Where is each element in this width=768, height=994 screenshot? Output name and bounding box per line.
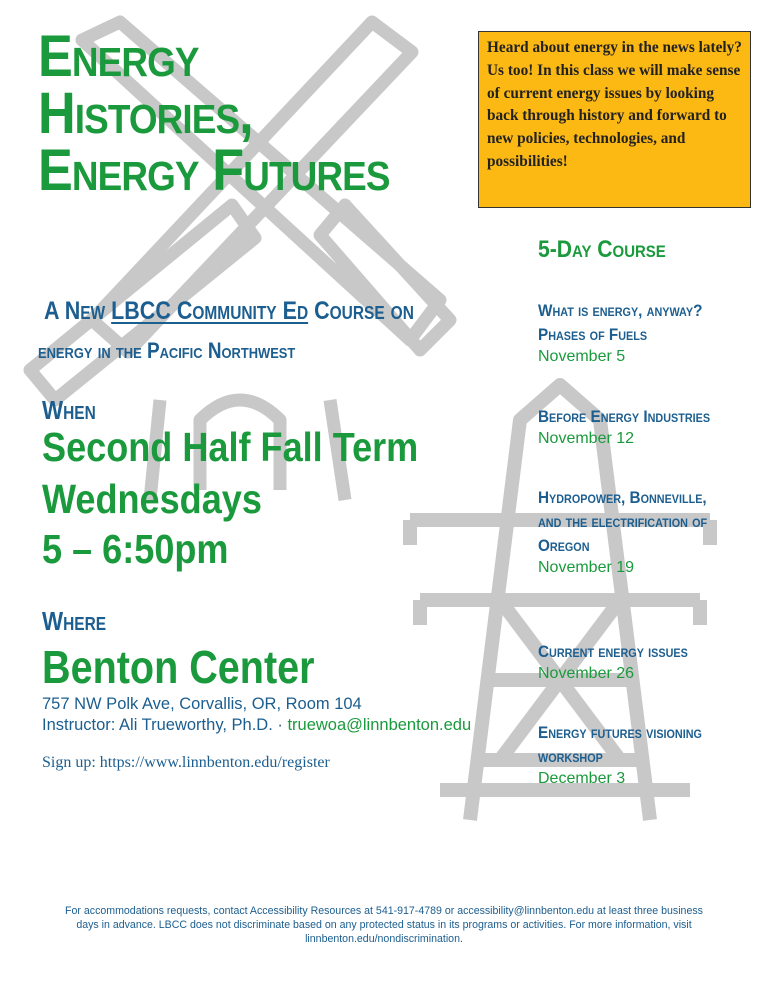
title-line-1: Energy (38, 24, 199, 89)
subtitle-lbcc: LBCC Community Ed (111, 297, 309, 325)
title-line-3: Energy Futures (38, 138, 390, 203)
signup-link[interactable]: Sign up: https://www.linnbenton.edu/register (42, 754, 330, 771)
session-title: workshop (538, 747, 603, 766)
subtitle (44, 297, 414, 326)
session-title: and the electrification of (538, 512, 708, 531)
where-heading: Where (42, 606, 107, 636)
footer-disclaimer: For accommodations requests, contact Accessibility Resources at 541-917-4789 or accessibility@linnbenton.edu at least three business days in advance. LBCC does not discriminate based on any protected status in its programs or activities. For more information, visit linnbenton.edu/nondiscrimination. (65, 905, 703, 945)
subtitle-line-2: energy in the Pacific Northwest (38, 338, 296, 363)
callout-box: Heard about energy in the news lately? Us too! In this class we will make sense of current energy issues by looking back through history and forward to new policies, technologies, and possibilities! (478, 31, 751, 208)
instructor-email-link[interactable]: truewoa@linnbenton.edu (287, 716, 472, 734)
page-title (38, 24, 508, 203)
instructor-name: Instructor: Ali Trueworthy, Ph.D. · (42, 716, 288, 734)
session-3 (538, 486, 753, 578)
when-time: 5 – 6:50pm (42, 526, 229, 572)
session-2 (538, 405, 753, 449)
when-heading: When (42, 395, 96, 425)
address: 757 NW Polk Ave, Corvallis, OR, Room 104 (42, 695, 362, 713)
session-title: Hydropower, Bonneville, (538, 488, 707, 507)
session-title: Before Energy Industries (538, 407, 711, 426)
when-term: Second Half Fall Term (42, 424, 419, 470)
session-title: What is energy, anyway? (538, 301, 703, 320)
session-date: December 3 (538, 770, 626, 787)
session-title: Oregon (538, 536, 590, 555)
title-line-2: Histories, (38, 81, 253, 146)
where-location: Benton Center (42, 641, 315, 693)
session-title: Energy futures visioning (538, 723, 702, 742)
session-4 (538, 640, 753, 684)
session-5 (538, 721, 753, 789)
subtitle-prefix: A New (44, 297, 112, 325)
subtitle-suffix: Course on (308, 297, 414, 325)
session-title: Current energy issues (538, 642, 688, 661)
session-date: November 19 (538, 559, 635, 576)
session-1 (538, 299, 753, 367)
when-day: Wednesdays (42, 476, 262, 522)
session-date: November 12 (538, 430, 635, 447)
session-date: November 5 (538, 348, 626, 365)
session-date: November 26 (538, 665, 635, 682)
instructor (42, 716, 471, 735)
session-title: Phases of Fuels (538, 325, 648, 344)
course-heading: 5-Day Course (538, 236, 666, 263)
